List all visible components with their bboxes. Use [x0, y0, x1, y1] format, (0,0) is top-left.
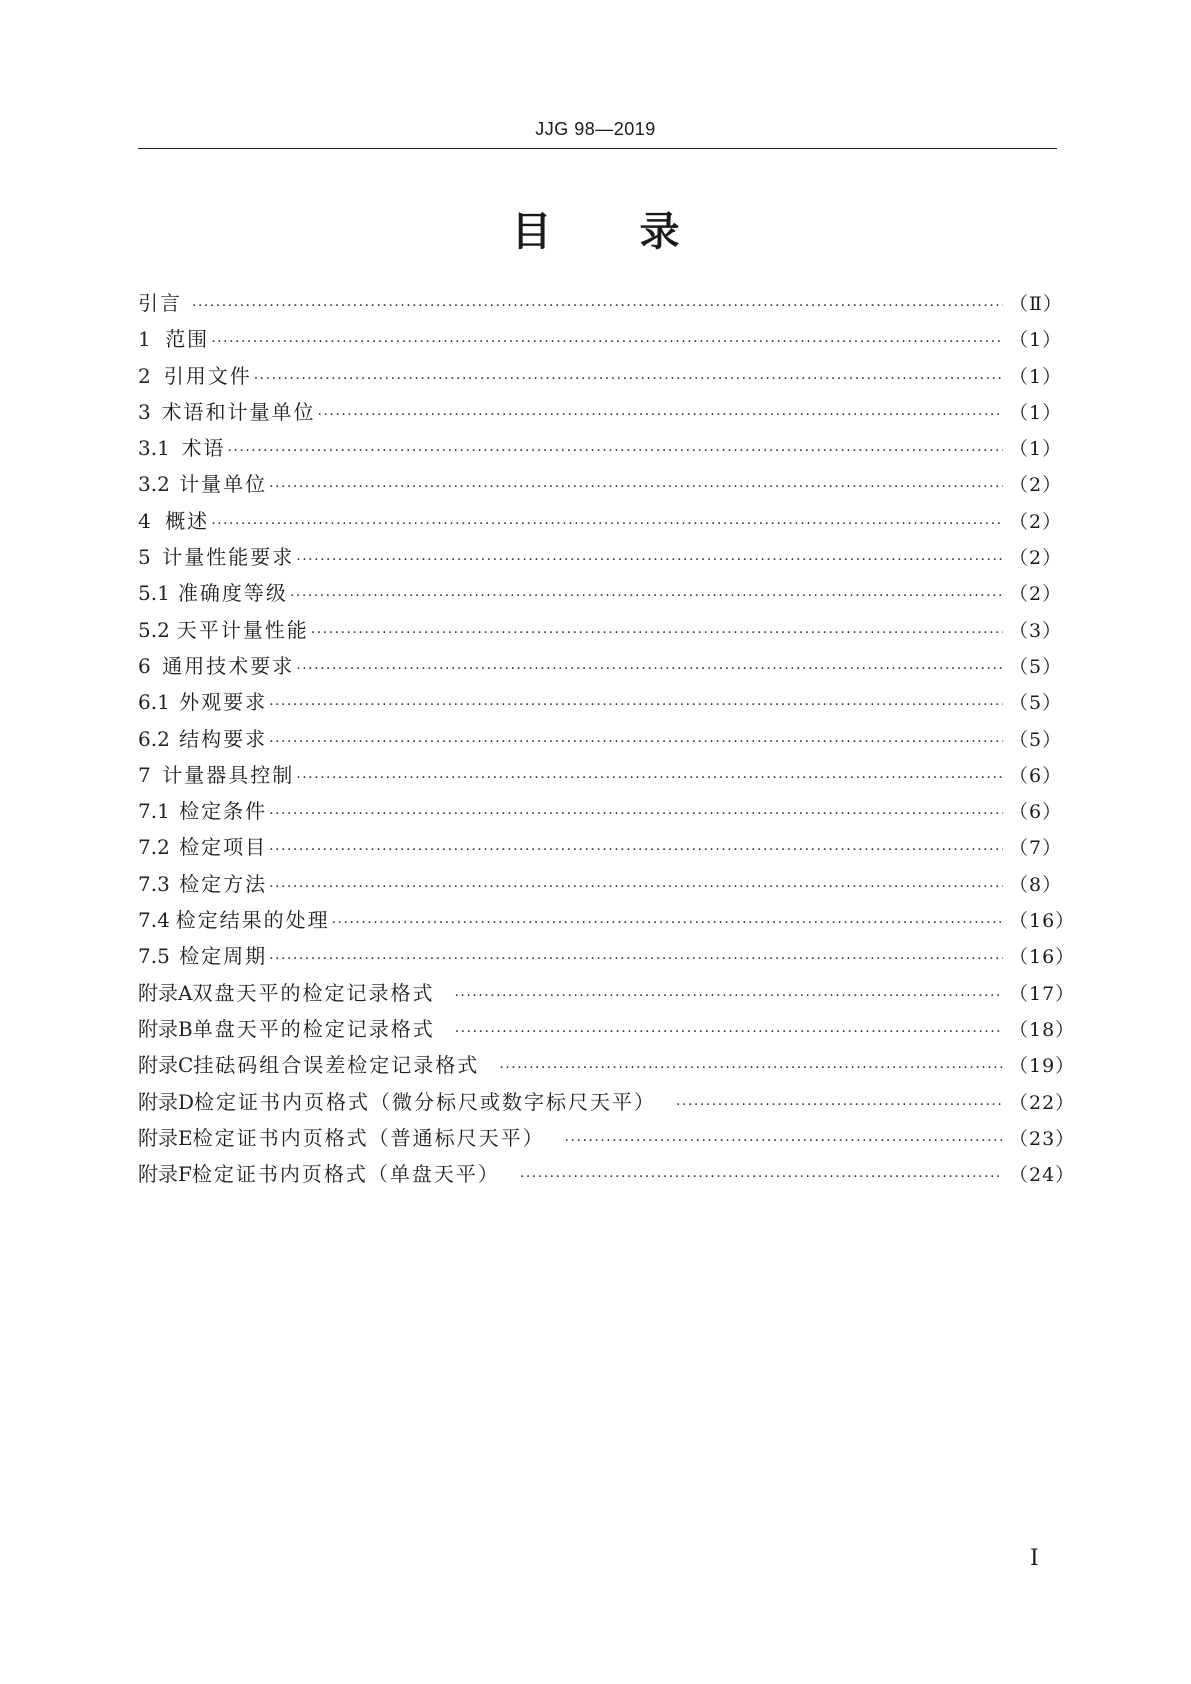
toc-appendix-label: 附录D: [138, 1089, 195, 1114]
toc-entry-title: 计量性能要求: [162, 545, 295, 570]
toc-entry-page: （23）: [1009, 1127, 1076, 1150]
toc-entry-number: 3.1: [138, 436, 170, 461]
toc-entry-title: 计量单位: [179, 472, 268, 497]
toc-appendix-entry[interactable]: [138, 1086, 1076, 1122]
toc-entry-title: 概述: [165, 508, 210, 533]
toc-leader-dots: [269, 879, 1003, 895]
toc-entry-title: 天平计量性能: [176, 617, 309, 642]
toc-entry-page: （5）: [1009, 728, 1063, 751]
toc-leader-dots: [269, 479, 1003, 495]
toc-leader-dots: [211, 516, 1003, 532]
toc-entry-page: （1）: [1009, 329, 1063, 352]
toc-entry-page: （1）: [1009, 401, 1063, 424]
toc-entry-number: 2: [138, 363, 151, 388]
toc-entry-number: 7.2: [138, 835, 170, 860]
toc-leader-dots: [269, 806, 1003, 822]
toc-leader-dots: [318, 407, 1003, 423]
toc-entry-page: （7）: [1009, 837, 1063, 860]
toc-entry[interactable]: [138, 396, 1063, 432]
toc-entry-number: 7.4: [138, 908, 170, 933]
page-title: [0, 200, 1191, 257]
toc-appendix-entry[interactable]: [138, 1013, 1076, 1049]
toc-entry-title: 检定条件: [179, 799, 268, 824]
toc-appendix-label: 附录B: [138, 1016, 193, 1041]
toc-entry[interactable]: [138, 686, 1063, 722]
toc-entry-number: 6: [138, 653, 151, 678]
toc-entry-page: （2）: [1009, 547, 1063, 570]
toc-entry-title: 术语和计量单位: [161, 399, 316, 424]
toc-appendix-entry[interactable]: [138, 977, 1076, 1013]
running-header: JJG 98—2019: [535, 119, 656, 139]
toc-entry-page: （22）: [1009, 1091, 1076, 1114]
toc-leader-dots: [454, 988, 1003, 1004]
toc-appendix-label: 附录E: [138, 1125, 193, 1150]
toc-leader-dots: [269, 734, 1003, 750]
toc-entry-title: 检定周期: [179, 944, 268, 969]
title-char-right: 录: [639, 209, 680, 255]
toc-entry-number: 3: [138, 399, 151, 424]
toc-entry-title: 检定方法: [179, 871, 268, 896]
toc-entry-page: （Ⅱ）: [1009, 293, 1063, 315]
toc-appendix-entry[interactable]: [138, 1122, 1076, 1158]
toc-entry-title: 准确度等级: [177, 581, 288, 606]
toc-entry-page: （1）: [1009, 438, 1063, 461]
toc-entry-title: 检定证书内页格式（普通标尺天平）: [192, 1125, 545, 1150]
toc-leader-dots: [269, 697, 1003, 713]
toc-entry[interactable]: [138, 831, 1063, 867]
toc-entry-page: （1）: [1009, 365, 1063, 388]
header-rule: [138, 148, 1057, 149]
toc-leader-dots: [520, 1169, 1003, 1185]
toc-entry[interactable]: [138, 795, 1063, 831]
toc-entry[interactable]: [138, 360, 1063, 396]
toc-entry[interactable]: [138, 541, 1063, 577]
toc-leader-dots: [332, 915, 1003, 931]
toc-leader-dots: [565, 1133, 1003, 1149]
toc-entry[interactable]: [138, 577, 1063, 613]
toc-leader-dots: [254, 371, 1003, 387]
toc-entry-number: 1: [138, 327, 151, 352]
toc-leader-dots: [455, 1024, 1003, 1040]
toc-entry[interactable]: [138, 904, 1076, 940]
toc-appendix-label: 附录F: [138, 1162, 192, 1187]
toc-entry-page: （3）: [1009, 619, 1063, 642]
toc-entry-intro[interactable]: [138, 287, 1063, 323]
toc-entry-title: 双盘天平的检定记录格式: [192, 980, 435, 1005]
toc-leader-dots: [296, 552, 1003, 568]
toc-entry-number: 7.1: [138, 799, 170, 824]
toc-entry[interactable]: [138, 650, 1063, 686]
toc-entry-page: （18）: [1009, 1018, 1076, 1041]
toc-entry-title: 通用技术要求: [162, 653, 295, 678]
toc-entry-number: 6.2: [138, 726, 170, 751]
toc-entry-title: 引言: [138, 291, 182, 315]
toc-leader-dots: [296, 770, 1003, 786]
toc-leader-dots: [269, 951, 1003, 967]
toc-leader-dots: [311, 625, 1003, 641]
toc-leader-dots: [676, 1097, 1003, 1113]
toc-entry-title: 挂砝码组合误差检定记录格式: [193, 1053, 480, 1078]
toc-entry-number: 4: [138, 508, 151, 533]
toc-entry-page: （5）: [1009, 692, 1063, 715]
table-of-contents: [138, 287, 1076, 1194]
toc-entry-page: （5）: [1009, 655, 1063, 678]
toc-appendix-entry[interactable]: [138, 1158, 1076, 1194]
toc-entry-page: （6）: [1009, 764, 1063, 787]
toc-entry-page: （6）: [1009, 801, 1063, 824]
toc-entry-title: 检定证书内页格式（微分标尺或数字标尺天平）: [194, 1089, 657, 1114]
toc-entry-page: （24）: [1009, 1164, 1076, 1187]
title-char-left: 目: [511, 209, 552, 255]
toc-entry-page: （16）: [1009, 910, 1076, 933]
toc-entry-page: （17）: [1009, 982, 1076, 1005]
toc-leader-dots: [296, 661, 1003, 677]
toc-entry[interactable]: [138, 614, 1063, 650]
toc-entry[interactable]: [138, 940, 1076, 976]
toc-entry-title: 结构要求: [179, 726, 268, 751]
toc-entry-page: （2）: [1009, 583, 1063, 606]
toc-leader-dots: [290, 588, 1003, 604]
toc-entry-number: 5.1: [138, 581, 170, 606]
toc-entry[interactable]: [138, 432, 1063, 468]
toc-entry-number: 7: [138, 762, 151, 787]
toc-appendix-label: 附录C: [138, 1053, 194, 1078]
toc-entry-number: 7.5: [138, 944, 170, 969]
toc-entry-page: （2）: [1009, 510, 1063, 533]
page-number: Ⅰ: [1030, 1546, 1039, 1571]
toc-entry[interactable]: [138, 759, 1063, 795]
toc-leader-dots: [211, 334, 1003, 350]
toc-entry-number: 7.3: [138, 871, 170, 896]
toc-entry-title: 术语: [181, 436, 226, 461]
toc-entry-title: 引用文件: [163, 363, 252, 388]
toc-entry-title: 范围: [165, 327, 210, 352]
toc-leader-dots: [269, 842, 1003, 858]
toc-entry-page: （19）: [1009, 1055, 1076, 1078]
toc-entry-page: （2）: [1009, 474, 1063, 497]
toc-leader-dots: [192, 298, 1003, 314]
toc-appendix-entry[interactable]: [138, 1049, 1076, 1085]
toc-appendix-label: 附录A: [138, 980, 193, 1005]
toc-entry-page: （8）: [1009, 873, 1063, 896]
toc-entry[interactable]: [138, 868, 1063, 904]
toc-entry[interactable]: [138, 323, 1063, 359]
toc-entry[interactable]: [138, 505, 1063, 541]
toc-entry-title: 计量器具控制: [162, 762, 295, 787]
toc-entry-title: 外观要求: [179, 690, 268, 715]
toc-entry-page: （16）: [1009, 946, 1076, 969]
toc-entry-title: 单盘天平的检定记录格式: [192, 1016, 435, 1041]
toc-entry-number: 5: [138, 545, 151, 570]
toc-leader-dots: [499, 1060, 1003, 1076]
toc-entry[interactable]: [138, 468, 1063, 504]
toc-entry-number: 3.2: [138, 472, 170, 497]
toc-leader-dots: [227, 443, 1003, 459]
toc-entry-title: 检定结果的处理: [175, 908, 330, 933]
toc-entry-title: 检定项目: [179, 835, 268, 860]
toc-entry[interactable]: [138, 723, 1063, 759]
toc-entry-title: 检定证书内页格式（单盘天平）: [191, 1162, 500, 1187]
toc-entry-number: 6.1: [138, 690, 170, 715]
toc-entry-number: 5.2: [138, 617, 170, 642]
